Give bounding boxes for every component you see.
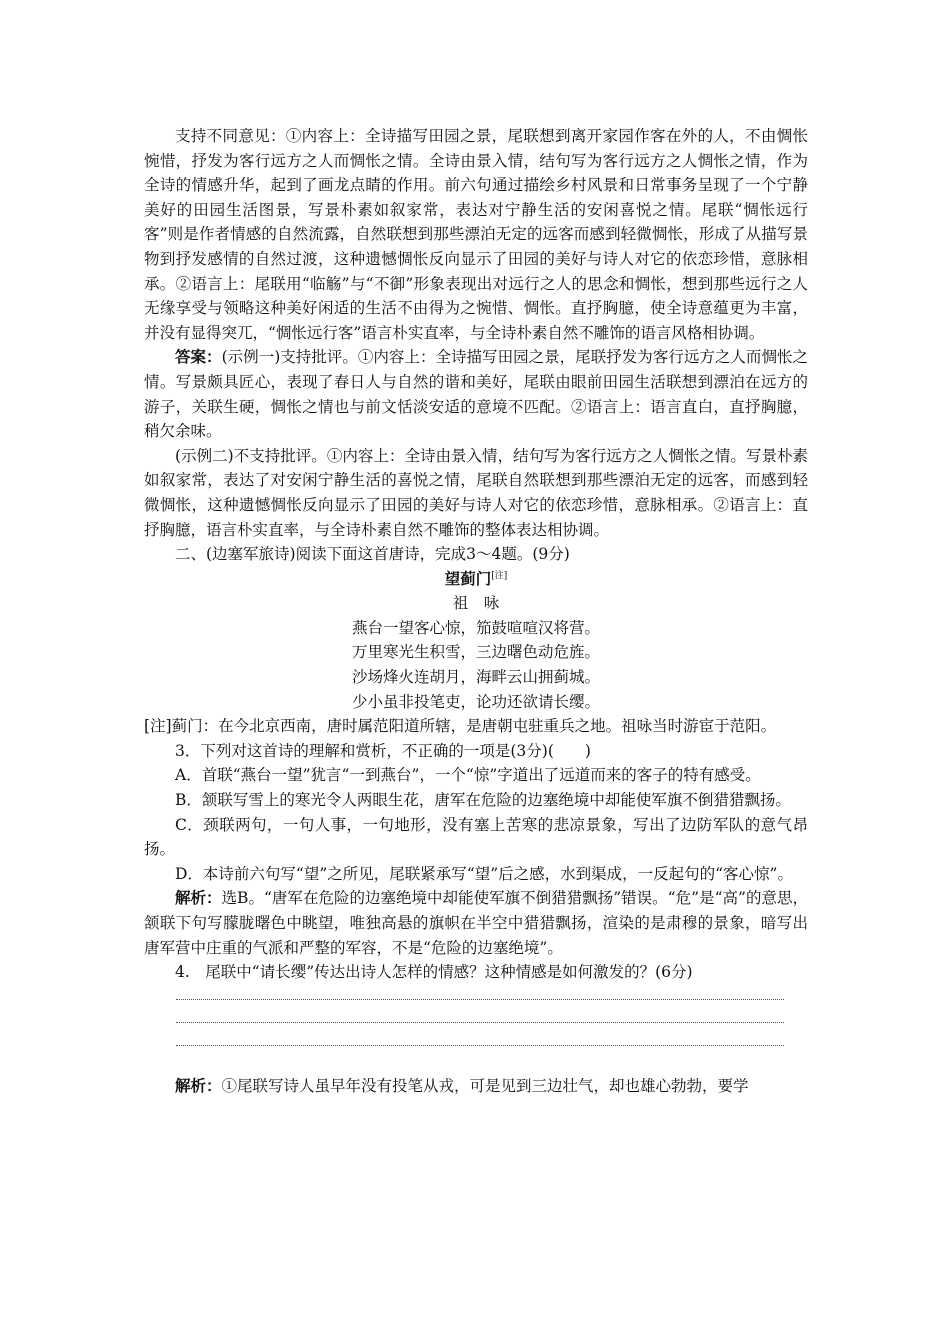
question-3-option-b: B．颔联写雪上的寒光令人两眼生花，唐军在危险的边塞绝境中却能使军旗不倒猎猎飘扬。 (175, 791, 791, 810)
poem-note: [注]蓟门：在今北京西南，唐时属范阳道所辖，是唐朝屯驻重兵之地。祖咏当时游宦于范阳。 (144, 717, 777, 736)
poem-author: 祖 咏 (452, 594, 500, 613)
question-4-stem: 4. 尾联中“请长缨”传达出诗人怎样的情感？这种情感是如何激发的？(6分) (175, 963, 693, 982)
poem-title: 望蓟门 (444, 568, 492, 588)
opinion-paragraph: 支持不同意见：①内容上：全诗描写田园之景，尾联想到离开家园作客在外的人，不由惆怅惋惜，抒发为客行远方之人而惆怅之情。全诗由景入情，结句写为客行远方之人惆怅之情，作为全诗的情感升华，起到了画龙点睛的作用。前六句通过描绘乡村风景和日常事务呈现了一个宁静美好的田园生活图景，写景朴素如叙家常，表达对宁静生活的安闲喜悦之情。尾联“惆怅远行客”则是作者情感的自然流露，自然联想到那些漂泊无定的远客而感到轻微惆怅，形成了从描写景物到抒发感情的自然过渡，这种遗憾惆怅反向显示了田园的美好与诗人对它的依恋珍惜，意脉相承。②语言上：尾联用“临觞”与“不御”形象表现出对远行之人的思念和惆怅，想到那些远行之人无缘享受与领略这种美好闲适的生活不由得为之惋惜、惆怅。直抒胸臆，使全诗意蕴更为丰富，并没有显得突兀，“惆怅远行客”语言朴实直率，与全诗朴素自然不雕饰的语言风格相协调。 (144, 127, 808, 342)
question-4-analysis (144, 1074, 808, 1099)
answer-lines (144, 985, 808, 1074)
question-3-analysis-text: 选B。“唐军在危险的边塞绝境中却能使军旗不倒猎猎飘扬”错误。“危”是“高”的意思，颔联下句写朦胧曙色中眺望，唯独高悬的旗帜在半空中猎猎飘扬，渲染的是肃穆的景象，暗写出唐军营中庄重的气派和严整的军容，不是“危险的边塞绝境”。 (144, 889, 808, 957)
poem-line: 万里寒光生积雪，三边曙色动危旌。 (351, 643, 600, 662)
analysis-label: 解析： (175, 888, 222, 908)
question-4-analysis-text: ①尾联写诗人虽早年没有投笔从戎，可是见到三边壮气，却也雄心勃勃，要学 (221, 1076, 749, 1095)
question-3-option-a: A．首联“燕台一望”犹言“一到燕台”，一个“惊”字道出了远道而来的客子的特有感受。 (175, 766, 761, 785)
question-3-option-d: D．本诗前六句写“望”之所见，尾联紧承写“望”后之感，水到渠成，一反起句的“客心惊”。 (175, 864, 793, 883)
answer-line[interactable] (176, 1045, 784, 1046)
poem-line: 燕台一望客心惊，笳鼓喧喧汉将营。 (351, 618, 600, 637)
question-3-option-c: C．颈联两句，一句人事，一句地形，没有塞上苦寒的悲凉景象，写出了边防军队的意气昂扬。 (144, 815, 808, 859)
document-page (144, 124, 808, 1098)
poem-line: 沙场烽火连胡月，海畔云山拥蓟城。 (351, 668, 600, 687)
answer-line[interactable] (176, 1022, 784, 1023)
answer-example-2: (示例二)不支持批评。①内容上：全诗由景入情，结句写为客行远方之人惆怅之情。写景朴素如叙家常，表达了对安闲宁静生活的喜悦之情，尾联自然联想到那些漂泊无定的远客，而感到轻微惆怅，这种遗憾惆怅反向显示了田园的美好与诗人对它的依恋珍惜，意脉相承。②语言上：直抒胸臆，语言朴实直率，与全诗朴素自然不雕饰的整体表达相协调。 (144, 446, 808, 539)
answer-label: 答案： (175, 347, 222, 367)
answer-example-1 (144, 345, 808, 443)
section-heading: 二、(边塞军旅诗)阅读下面这首唐诗，完成3～4题。(9分) (175, 545, 570, 564)
answer-example-1-text: (示例一)支持批评。①内容上：全诗描写田园之景，尾联抒发为客行远方之人而惆怅之情。写景颇具匠心，表现了春日人与自然的谐和美好，尾联由眼前田园生活联想到漂泊在远方的游子，关联生硬，惆怅之情也与前文恬淡安适的意境不匹配。②语言上：语言直白，直抒胸臆，稍欠余味。 (144, 348, 808, 441)
answer-line[interactable] (176, 999, 784, 1000)
poem-note-mark: [注] (491, 570, 508, 581)
poem-title-line (144, 567, 808, 592)
question-3-stem: 3．下列对这首诗的理解和赏析，不正确的一项是(3分)( ) (175, 741, 591, 760)
question-3-analysis (144, 886, 808, 960)
analysis-label: 解析： (175, 1075, 222, 1095)
poem-line: 少小虽非投笔吏，论功还欲请长缨。 (351, 692, 600, 711)
